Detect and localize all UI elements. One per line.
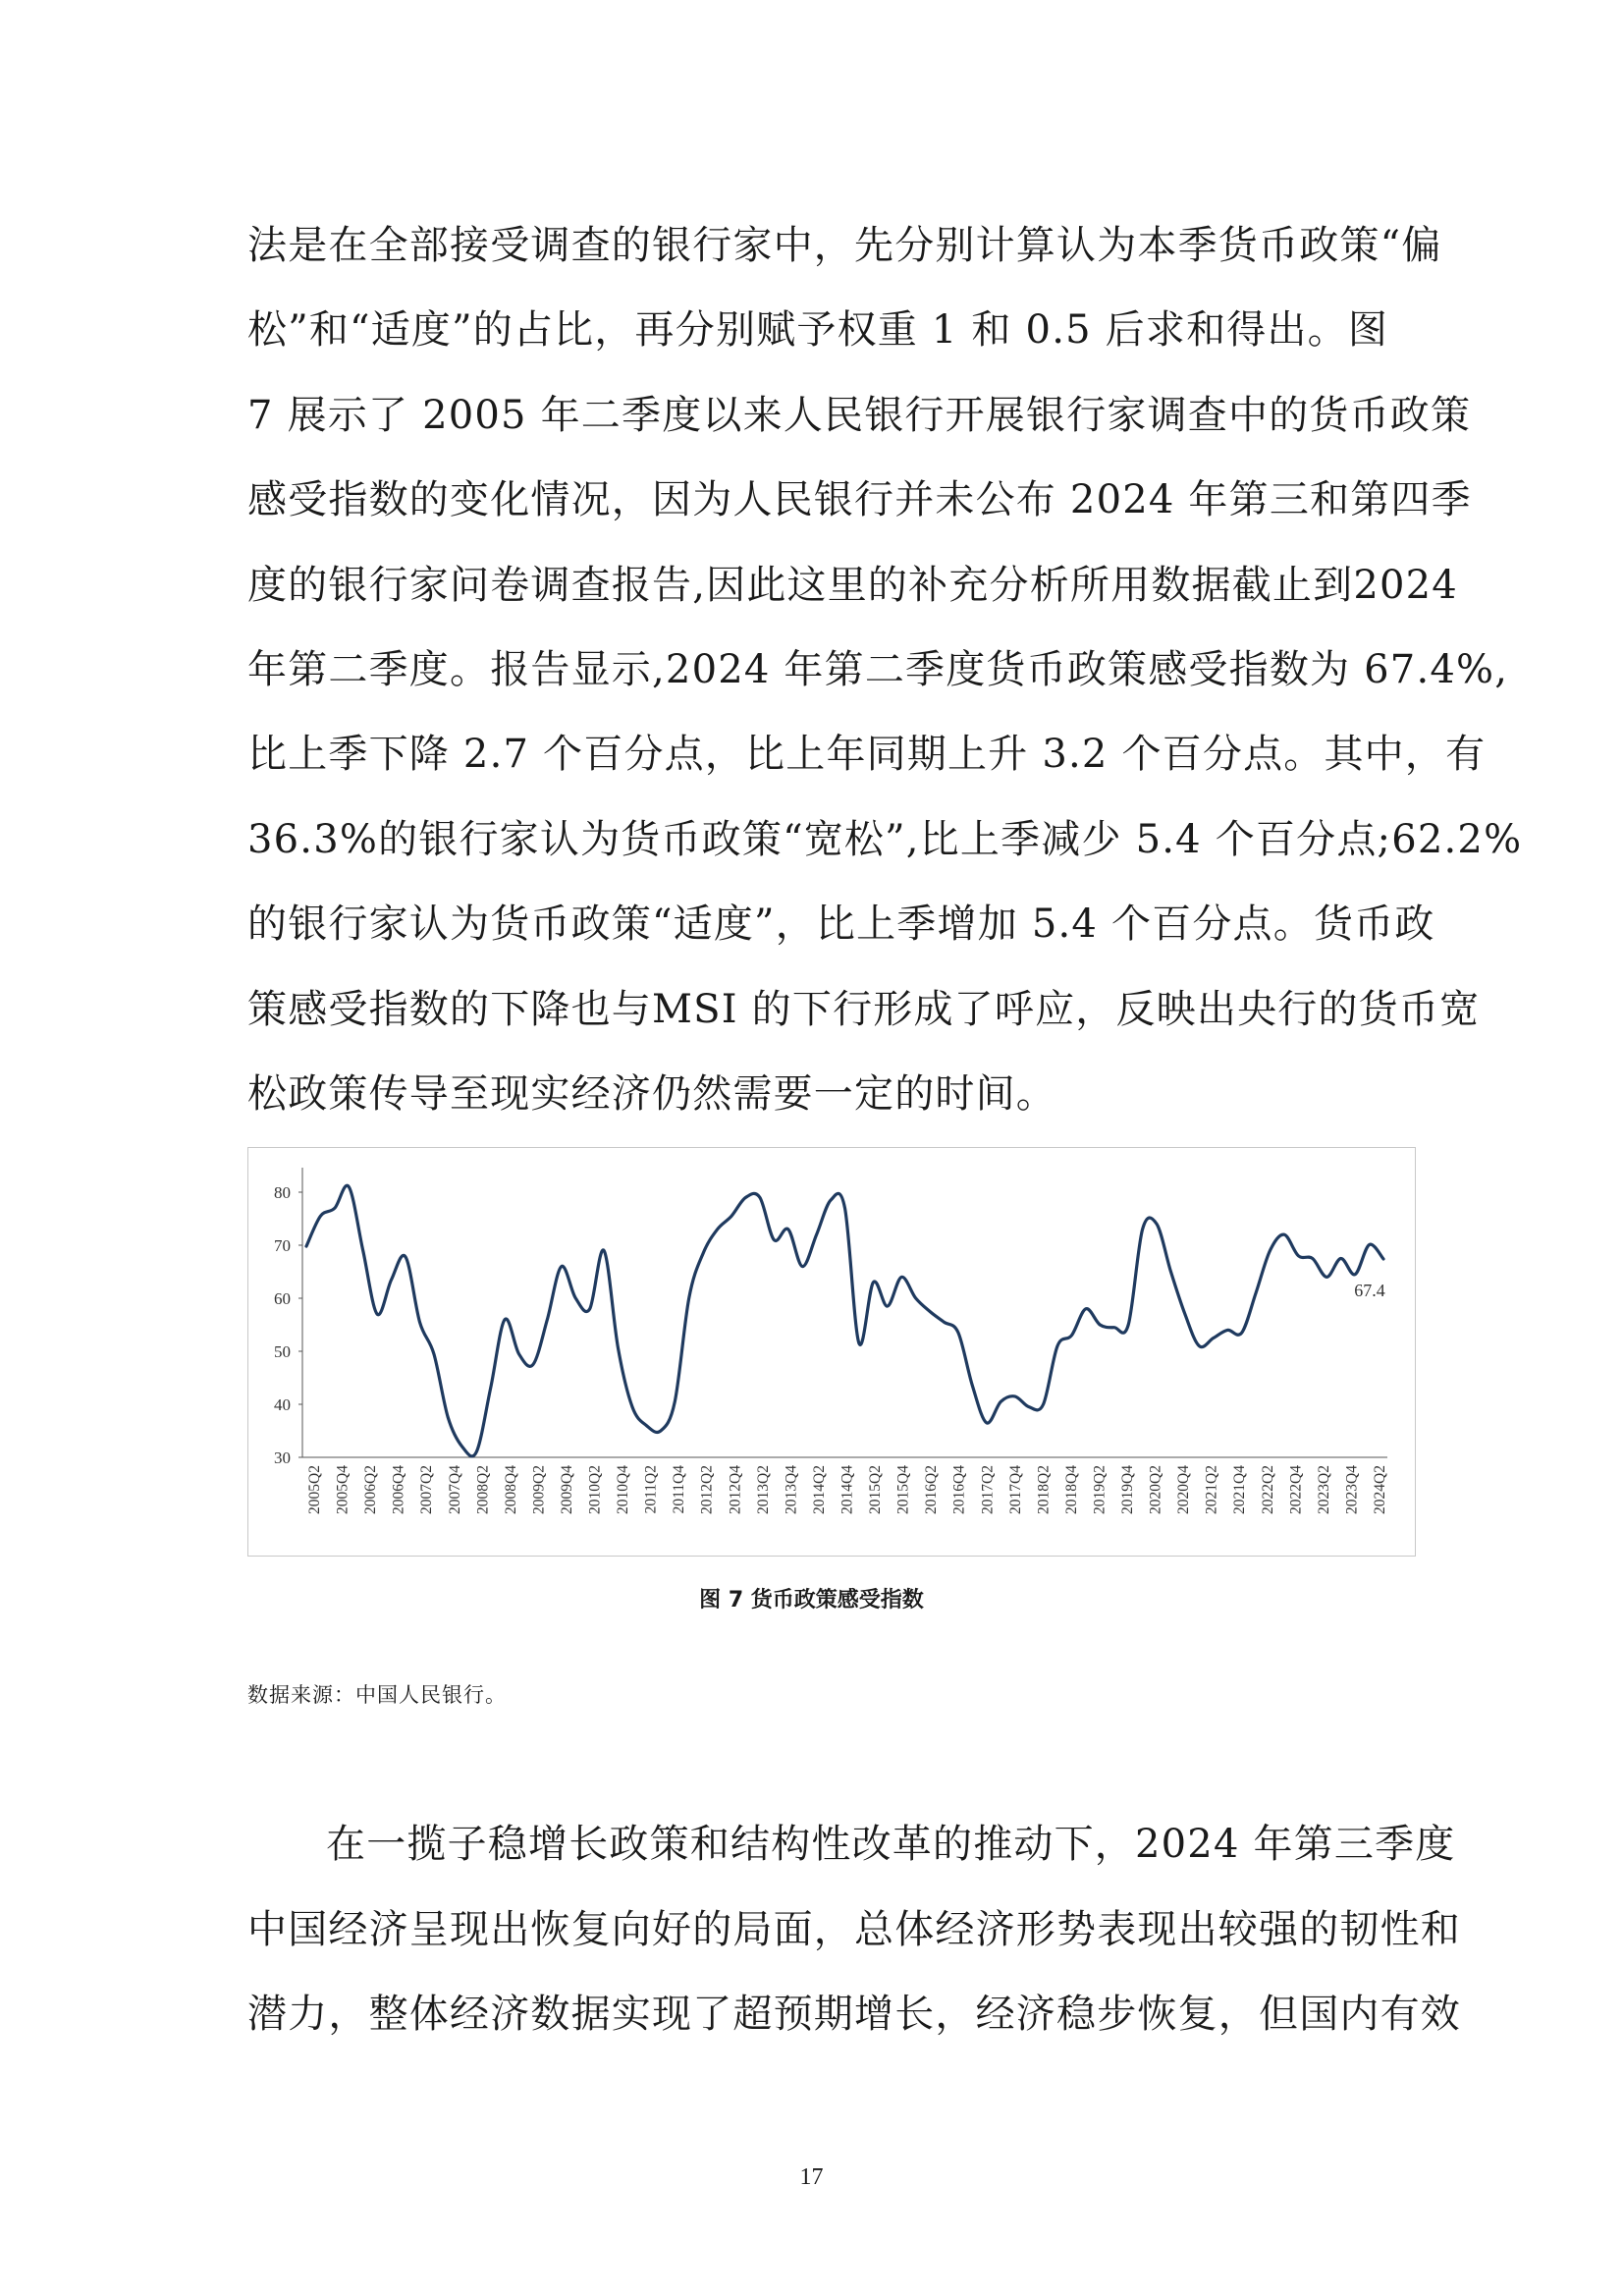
data-point [943,1321,945,1323]
data-point [858,1342,860,1344]
data-point [418,1321,420,1323]
x-tick-label: 2009Q2 [530,1465,548,1514]
data-point [1099,1324,1101,1326]
data-point [1269,1249,1271,1251]
x-tick-label: 2013Q2 [754,1465,772,1514]
y-tick-label: 80 [274,1183,291,1202]
x-tick-label: 2014Q2 [810,1465,828,1514]
series-line [306,1185,1383,1456]
x-tick-label: 2010Q2 [586,1465,604,1514]
data-point [433,1353,435,1355]
data-point [900,1276,902,1278]
data-point [787,1229,789,1230]
data-point [1056,1344,1058,1346]
data-point [504,1318,506,1320]
data-point [660,1430,662,1432]
data-point [1354,1274,1356,1276]
data-point [773,1238,775,1240]
x-tick-label: 2006Q4 [390,1465,407,1514]
x-tick-label: 2013Q4 [783,1465,800,1514]
data-point [1156,1223,1158,1225]
data-point [843,1207,845,1209]
x-tick-label: 2007Q4 [446,1465,463,1514]
x-tick-label: 2009Q4 [558,1465,575,1514]
data-source-note: 数据来源：中国人民银行。 [247,1683,507,1707]
y-tick-label: 40 [274,1395,291,1414]
data-point [334,1207,336,1209]
x-tick-label: 2022Q2 [1259,1465,1276,1514]
data-point [1198,1344,1200,1346]
data-point [716,1229,718,1230]
data-point [561,1265,563,1267]
paragraph-line: 策感受指数的下降也与MSI 的下行形成了呼应，反映出央行的货币宽 [247,986,1481,1032]
data-point [1070,1335,1072,1337]
x-tick-label: 2015Q4 [894,1465,912,1514]
x-tick-label: 2023Q2 [1315,1465,1332,1514]
data-point [914,1297,916,1299]
data-point [1226,1329,1228,1331]
data-point [744,1196,746,1198]
data-point [305,1245,307,1247]
page-number: 17 [799,2164,824,2190]
x-tick-label: 2018Q2 [1035,1465,1053,1514]
data-point [1339,1257,1341,1259]
data-point [588,1308,590,1310]
x-tick-label: 2024Q2 [1372,1465,1388,1514]
y-tick-label: 70 [274,1236,291,1255]
x-tick-label: 2007Q2 [418,1465,436,1514]
data-point [1113,1327,1115,1329]
x-tick-label: 2017Q2 [979,1465,997,1514]
data-point [872,1282,874,1284]
x-tick-label: 2011Q4 [671,1465,688,1514]
data-point [1000,1400,1001,1402]
data-point [1368,1243,1370,1245]
x-tick-label: 2005Q2 [306,1465,323,1514]
data-point [1169,1271,1171,1273]
data-point [1213,1337,1215,1339]
x-tick-label: 2012Q2 [698,1465,716,1514]
x-tick-label: 2014Q4 [839,1465,856,1514]
data-point [1325,1276,1327,1278]
data-point [546,1318,548,1320]
y-tick-label: 50 [274,1342,291,1361]
policy-sentiment-index-chart [248,1148,1415,1556]
data-point [986,1422,988,1424]
x-tick-label: 2008Q4 [502,1465,519,1514]
x-tick-label: 2022Q4 [1287,1465,1305,1514]
x-tick-label: 2005Q4 [334,1465,352,1514]
data-point [362,1249,364,1251]
paragraph-line: 的银行家认为货币政策“适度”，比上季增加 5.4 个百分点。货币政 [247,902,1435,948]
data-point [1240,1332,1242,1334]
data-point [1382,1258,1384,1260]
data-point [887,1305,889,1307]
data-point [674,1400,676,1402]
data-point [1014,1395,1016,1397]
data-point [702,1252,704,1254]
data-point [1127,1324,1129,1326]
x-tick-label: 2010Q4 [615,1465,632,1514]
data-point [603,1249,605,1251]
data-point [1283,1233,1285,1235]
data-point [957,1332,959,1334]
data-point [688,1297,690,1299]
data-point [532,1363,534,1365]
x-tick-label: 2017Q4 [1006,1465,1024,1514]
x-tick-label: 2023Q4 [1343,1465,1361,1514]
data-point [517,1353,519,1355]
data-point [971,1385,973,1387]
data-point [801,1265,803,1267]
data-point [1312,1257,1314,1259]
y-tick-label: 60 [274,1289,291,1308]
data-point [319,1215,321,1217]
x-tick-label: 2012Q4 [727,1465,744,1514]
data-point [1028,1406,1030,1408]
x-tick-label: 2019Q2 [1091,1465,1109,1514]
data-point [475,1450,477,1452]
x-tick-label: 2016Q2 [923,1465,941,1514]
last-value-label: 67.4 [1354,1281,1385,1301]
data-point [376,1313,378,1315]
paragraph-line: 36.3%的银行家认为货币政策“宽松”,比上季减少 5.4 个百分点;62.2% [247,816,1523,862]
data-point [815,1233,817,1235]
paragraph-line: 法是在全部接受调查的银行家中，先分别计算认为本季货币政策“偏 [247,223,1442,268]
data-point [390,1279,392,1281]
x-tick-label: 2020Q4 [1175,1465,1193,1514]
paragraph-line: 在一揽子稳增长政策和结构性改革的推动下，2024 年第三季度 [326,1822,1456,1867]
paragraph-line: 比上季下降 2.7 个百分点，比上年同期上升 3.2 个百分点。其中，有 [247,732,1487,778]
data-point [1042,1403,1044,1405]
paragraph-line: 度的银行家问卷调查报告,因此这里的补充分析所用数据截止到2024 [247,562,1458,608]
data-point [929,1310,931,1312]
data-point [631,1406,633,1408]
data-point [348,1185,350,1187]
data-point [1141,1229,1143,1230]
data-point [1297,1255,1299,1257]
x-tick-label: 2016Q4 [950,1465,968,1514]
paragraph-line: 松政策传导至现实经济仍然需要一定的时间。 [247,1071,1056,1117]
paragraph-line: 感受指数的变化情况，因为人民银行并未公布 2024 年第三和第四季 [247,477,1472,523]
data-point [759,1196,761,1198]
data-point [730,1215,732,1217]
x-tick-label: 2018Q4 [1062,1465,1080,1514]
x-tick-label: 2008Q2 [474,1465,492,1514]
x-tick-label: 2021Q4 [1231,1465,1249,1514]
data-point [489,1388,491,1390]
data-point [1184,1313,1186,1315]
paragraph-line: 潜力，整体经济数据实现了超预期增长，经济稳步恢复，但国内有效 [247,1992,1461,2038]
y-tick-label: 30 [274,1449,291,1467]
data-point [830,1199,832,1201]
x-tick-label: 2015Q2 [867,1465,885,1514]
paragraph-line: 7 展示了 2005 年二季度以来人民银行开展银行家调查中的货币政策 [247,392,1472,438]
paragraph-line: 年第二季度。报告显示,2024 年第二季度货币政策感受指数为 67.4%, [247,647,1509,692]
chart-frame [247,1147,1416,1557]
data-point [461,1446,463,1448]
data-point [645,1424,647,1426]
figure-caption: 图 7 货币政策感受指数 [699,1588,924,1613]
paragraph-line: 中国经济呈现出恢复向好的局面，总体经济形势表现出较强的韧性和 [247,1906,1461,1952]
data-point [1085,1308,1087,1310]
x-tick-label: 2020Q2 [1147,1465,1164,1514]
x-tick-label: 2021Q2 [1203,1465,1220,1514]
x-tick-label: 2011Q2 [642,1465,660,1514]
x-tick-label: 2019Q4 [1119,1465,1137,1514]
data-point [1255,1291,1257,1293]
data-point [617,1347,619,1349]
data-point [405,1256,406,1258]
x-tick-label: 2006Q2 [362,1465,380,1514]
data-point [574,1297,576,1299]
paragraph-line: 松”和“适度”的占比，再分别赋予权重 1 和 0.5 后求和得出。图 [247,307,1389,354]
data-point [447,1416,449,1418]
